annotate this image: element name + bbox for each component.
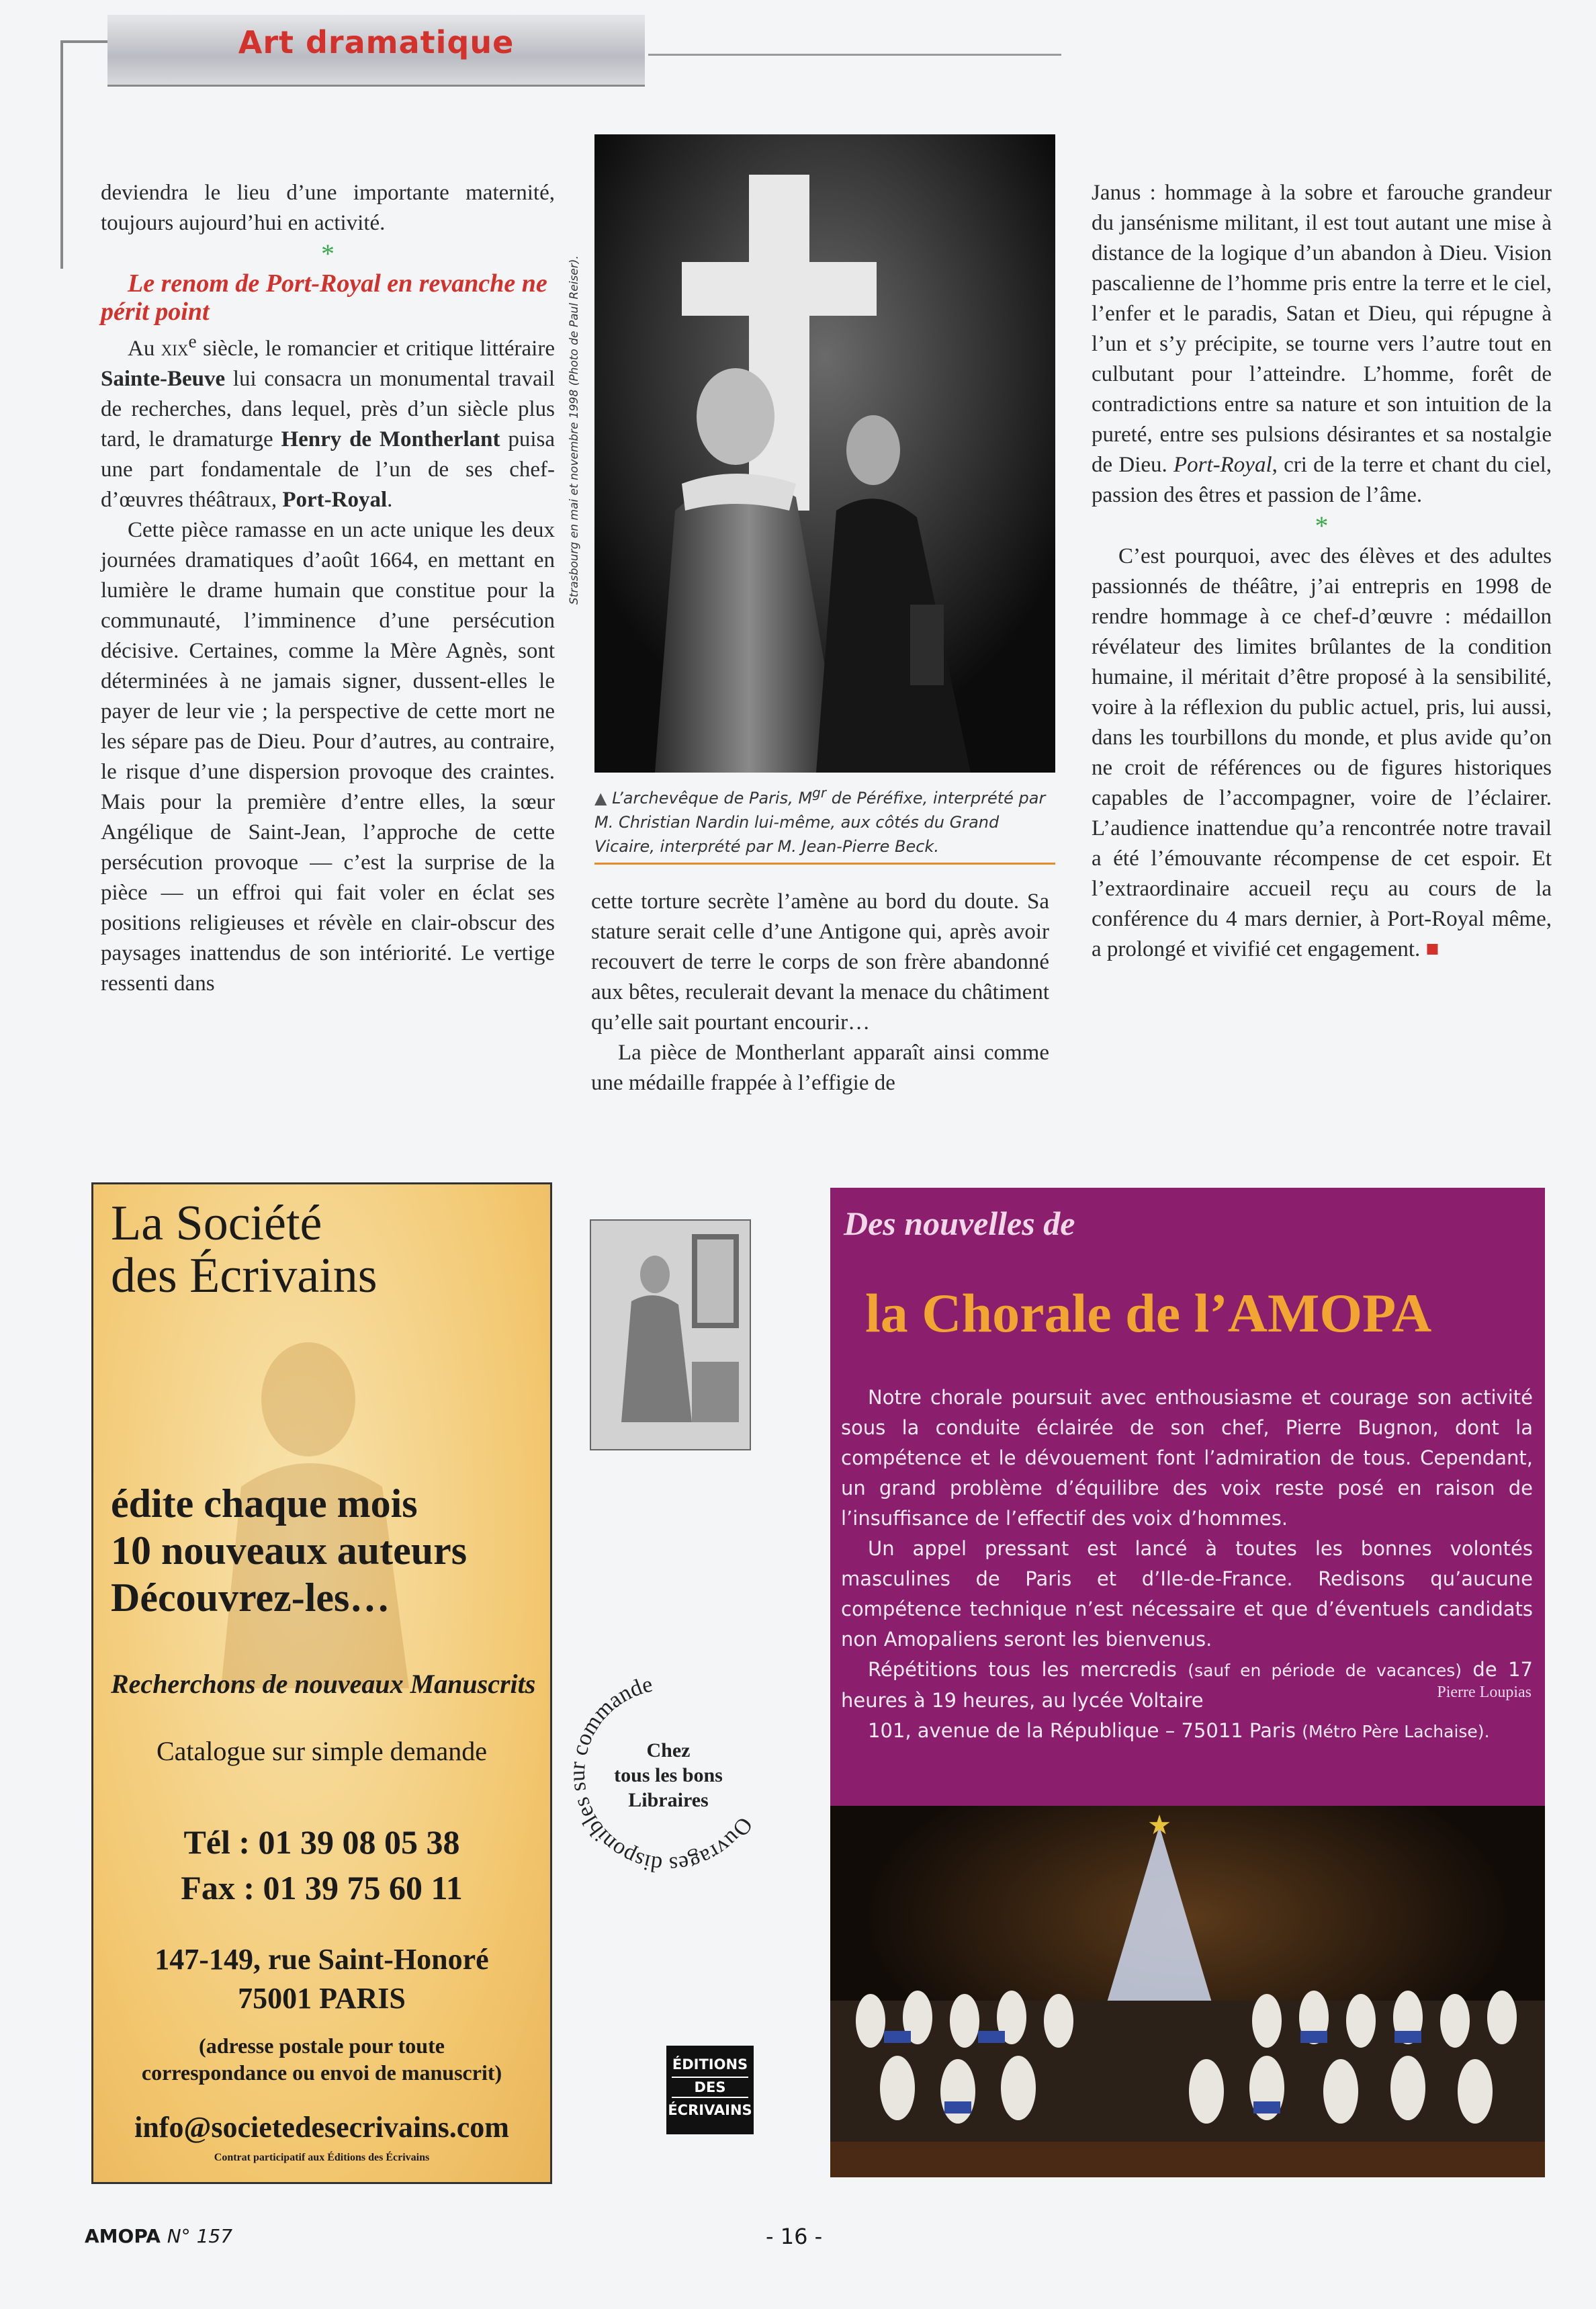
paragraph: La pièce de Montherlant apparaît ainsi comme une médaille frappée à l’effigie de bbox=[591, 1041, 1049, 1095]
magazine-name: AMOPA bbox=[85, 2225, 161, 2247]
ad-address-street: 147-149, rue Saint-Honoré bbox=[154, 1943, 489, 1976]
divider-star: * bbox=[321, 238, 335, 269]
ad-email[interactable]: info@societedesecrivains.com bbox=[134, 2111, 509, 2144]
photo-credit bbox=[568, 148, 590, 605]
header-rule bbox=[648, 54, 1061, 56]
chorale-text bbox=[841, 1383, 1533, 1747]
choir-photo bbox=[830, 1806, 1545, 2177]
header-corner-ornament bbox=[60, 40, 110, 83]
ad-contract-note: Contrat participatif aux Éditions des Écrivains bbox=[214, 2152, 430, 2163]
chorale-signature: Pierre Loupias bbox=[1437, 1684, 1532, 1701]
century-numeral: xix bbox=[161, 337, 189, 361]
section-title: Art dramatique bbox=[238, 24, 515, 60]
photo-credit-text: Strasbourg en mai et novembre 1998 (Photo de Paul Reiser). bbox=[568, 255, 581, 605]
work-title: Port-Royal bbox=[1173, 453, 1272, 477]
text-run: 101, avenue de la République – 75011 Paris bbox=[868, 1719, 1302, 1742]
photo-caption bbox=[594, 781, 1055, 865]
text-run: (Métro Père Lachaise). bbox=[1302, 1722, 1490, 1741]
engraving-image bbox=[590, 1219, 751, 1450]
text-run: Au bbox=[128, 337, 161, 361]
footer-magazine bbox=[85, 2225, 232, 2247]
article-column-1 bbox=[101, 178, 555, 999]
availability-circle bbox=[561, 1666, 776, 1881]
ad-title-line-1: La Société bbox=[111, 1196, 322, 1251]
article-column-2 bbox=[591, 887, 1049, 1098]
circle-center-line-3: Libraires bbox=[628, 1789, 709, 1811]
name-montherlant: Henry de Montherlant bbox=[281, 427, 500, 451]
star-icon: ★ bbox=[1147, 1810, 1171, 1840]
paragraph: Notre chorale poursuit avec enthousiasme et courage son activité sous la conduite éclairée de son chef, Pierre Bugnon, dont la compétence et le dévouement font l’admiration de tous. Cependant, un grand problème d’équilibre des voix reste posé en raison de l’insuffisance de l’effectif des voix d’hommes. bbox=[841, 1386, 1533, 1530]
publisher-logo bbox=[666, 2046, 754, 2134]
paragraph bbox=[101, 326, 555, 515]
superscript: e bbox=[188, 331, 197, 351]
paragraph bbox=[1092, 541, 1552, 965]
header-vertical-rule bbox=[60, 81, 63, 269]
intro-paragraph: deviendra le lieu d’une importante maternité, toujours aujourd’hui en activité. bbox=[101, 181, 555, 235]
ad-title-line-2: des Écrivains bbox=[111, 1248, 378, 1303]
logo-line-2: DES bbox=[672, 2077, 748, 2098]
text-run: , cri de la terre et chant du ciel, passion des êtres et passion de l’âme. bbox=[1092, 453, 1552, 507]
chorale-news-box bbox=[830, 1188, 1545, 1806]
publisher-advertisement bbox=[91, 1182, 552, 2184]
issue-number: N° 157 bbox=[167, 2225, 233, 2247]
text-run: puisa une part fondamentale de l’un de ses chef-d’œuvres théâtraux, bbox=[101, 427, 555, 512]
ad-line-1: édite chaque mois bbox=[111, 1481, 418, 1526]
ad-line-3: Découvrez-les… bbox=[111, 1575, 390, 1620]
ad-postal-note: (adresse postale pour toute correspondance ou envoi de manuscrit) bbox=[141, 2034, 502, 2085]
caption-text: L’archevêque de Paris, M bbox=[612, 789, 813, 808]
text-run: Répétitions tous les mercredis bbox=[868, 1658, 1188, 1681]
logo-line-1: ÉDITIONS bbox=[672, 2056, 748, 2073]
stage-photo bbox=[594, 134, 1055, 773]
text-run: C’est pourquoi, avec des élèves et des adultes passionnés de théâtre, j’ai entrepris en 1998 de rendre hommage à ce chef-d’œuvre : médaillon révélateur des limites brûlantes de la condition humaine, il méritait d’être proposé à la sensibilité, voire à la réflexion du public actuel, pris, lui aussi, dans les tourbillons du monde, et plus avide qu’on ne croit de références ou de figures historiques capables de l’accompagner, voire de l’éclairer. L’audience inattendue qu’a rencontrée notre travail a été l’émouvante récompense de cet espoir. Et l’extraordinaire accueil reçu au cours de la conférence du 4 mars dernier, à Port-Royal même, a prolongé et vivifié cet engagement. bbox=[1092, 544, 1552, 961]
paragraph: Un appel pressant est lancé à toutes les bonnes volontés masculines de Paris et d’Ile-de-France. Redisons qu’aucune compétence technique n’est nécessaire et que d’éventuels candidats non Amopaliens seront les bienvenus. bbox=[841, 1537, 1533, 1651]
text-run: lui consacra un monumental travail de recherches, dans lequel, près d’un siècle plus tard, le dramaturge bbox=[101, 367, 555, 451]
paragraph: cette torture secrète l’amène au bord du doute. Sa stature serait celle d’une Antigone qui, après avoir recouvert de terre le corps de son frère abandonné aux bêtes, reculerait devant la menace du châtiment qu’elle sait pourtant encourir… bbox=[591, 889, 1049, 1035]
caption-triangle-icon: ▲ bbox=[594, 789, 613, 808]
text-run: (sauf en période de vacances) bbox=[1188, 1661, 1462, 1680]
name-sainte-beuve: Sainte-Beuve bbox=[101, 367, 226, 391]
ad-address-city: 75001 PARIS bbox=[238, 1982, 406, 2015]
writer-engraving bbox=[591, 1221, 750, 1449]
circle-center-line-2: tous les bons bbox=[614, 1764, 723, 1786]
circle-caption-path: Ouvrages disponibles sur commande bbox=[564, 1671, 758, 1878]
ad-fax: Fax : 01 39 75 60 11 bbox=[181, 1869, 463, 1907]
choir-photo-image bbox=[830, 1806, 1545, 2177]
paragraph: Cette pièce ramasse en un acte unique les deux journées dramatiques d’août 1664, en mettant en lumière le drame humain que constitue pour la communauté, l’imminence d’une persécution décisive. Certaines, comme la Mère Agnès, sont déterminées à ne jamais signer, dussent-elles le payer de leur vie ; la perspective de cette mort ne les sépare pas de Dieu. Pour d’autres, au contraire, le risque d’une dispersion provoque des craintes. Mais pour la première d’entre elles, la sœur Angélique de Saint-Jean, l’approche de cette persécution provoque — c’est la surprise de la pièce — un effroi qui fait voler en éclat ses positions religieuses et révèle en clair-obscur des paysages inattendus de son intériorité. Le vertige ressenti dans bbox=[101, 518, 555, 996]
page-number: - 16 - bbox=[766, 2224, 823, 2249]
subheading: Le renom de Port-Royal en revanche ne périt point bbox=[101, 269, 547, 326]
ad-phone: Tél : 01 39 08 05 38 bbox=[183, 1823, 460, 1861]
article-column-3 bbox=[1092, 178, 1552, 965]
text-run: Janus : hommage à la sobre et farouche grandeur du jansénisme militant, il est tout autant une mise à distance de la logique d’un abandon à Dieu. Vision pascalienne de l’homme pris entre la terre et le ciel, l’enfer et le paradis, Satan et Dieu, qui répugne à l’un et s’y précipite, se tourne vers l’autre tout en culbutant pour l’atteindre. L’homme, forêt de contradictions entre sa nature et son intuition de la pureté, entre ses pulsions désirantes et sa nostalgie de Dieu. bbox=[1092, 181, 1552, 477]
text-run: de 17 heures à 19 heures, au lycée Voltaire bbox=[841, 1658, 1533, 1712]
paragraph bbox=[841, 1716, 1533, 1747]
text-run: siècle, le romancier et critique littéraire bbox=[196, 337, 555, 361]
caption-superscript: gr bbox=[812, 785, 827, 801]
chorale-kicker: Des nouvelles de bbox=[844, 1205, 1075, 1242]
ad-manuscripts: Recherchons de nouveaux Manuscrits bbox=[111, 1669, 536, 1699]
paragraph bbox=[841, 1655, 1533, 1716]
end-square-icon: ■ bbox=[1425, 937, 1439, 961]
chorale-title: la Chorale de l’AMOPA bbox=[865, 1282, 1432, 1344]
stage-photo-image bbox=[594, 134, 1055, 773]
ad-line-2: 10 nouveaux auteurs bbox=[111, 1528, 468, 1573]
work-title: Port-Royal bbox=[282, 488, 388, 512]
paragraph bbox=[1092, 178, 1552, 511]
circle-center-line-1: Chez bbox=[646, 1739, 691, 1761]
caption-text: de Péréfixe, interprété par M. Christian Nardin lui-même, aux côtés du Grand Vicaire, interprété par M. Jean-Pierre Beck. bbox=[594, 789, 1046, 856]
logo-line-3: ÉCRIVAINS bbox=[668, 2102, 752, 2118]
ad-catalogue: Catalogue sur simple demande bbox=[156, 1736, 488, 1766]
divider-star: * bbox=[1315, 511, 1329, 541]
text-run: . bbox=[387, 488, 393, 512]
